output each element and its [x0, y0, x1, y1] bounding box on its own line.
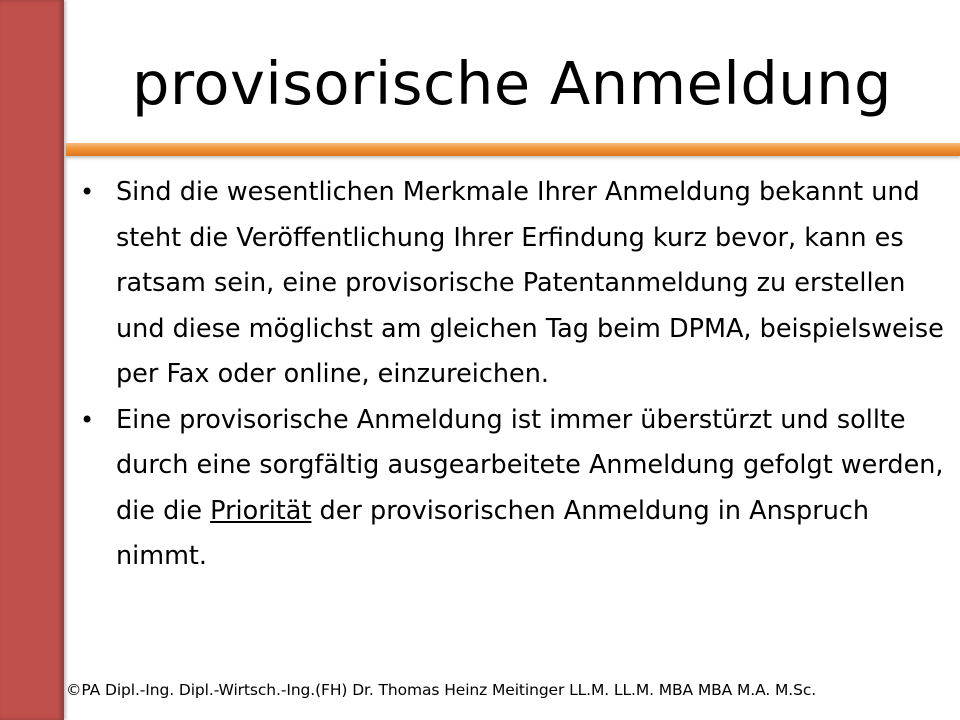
title-divider	[66, 143, 960, 156]
bullet-item	[76, 398, 948, 580]
bullet-text-start: Eine provisorische Anmeldung ist immer überstürzt und sollte durch eine sorgfältig ausgearbeitete Anmeldung gefolgt werden, die die	[116, 404, 944, 526]
bullet-dot: •	[80, 178, 95, 206]
bullet-item	[76, 170, 948, 398]
bullet-dot: •	[80, 405, 95, 434]
bullet-text: Sind die wesentlichen Merkmale Ihrer Anmeldung bekannt und steht die Veröffentlichung Ihrer Erfindung kurz bevor, kann es ratsam sein, eine provisorische Patentanmeldung zu erstellen und diese möglichst am gleichen Tag beim DPMA, beispielsweise per Fax oder online, einzureichen.	[116, 177, 944, 389]
bullet-text-end: der provisorischen Anmeldung in Anspruch nimmt.	[116, 495, 870, 571]
bullet-list	[76, 170, 948, 580]
side-accent-bar	[0, 0, 64, 720]
slide-title: provisorische Anmeldung	[131, 49, 893, 118]
copyright-footer: ©PA Dipl.-Ing. Dipl.-Wirtsch.-Ing.(FH) Dr. Thomas Heinz Meitinger LL.M. LL.M. MBA MBA M.A. M.Sc.	[66, 681, 817, 699]
prioritaet-link[interactable]: Priorität	[210, 495, 312, 526]
